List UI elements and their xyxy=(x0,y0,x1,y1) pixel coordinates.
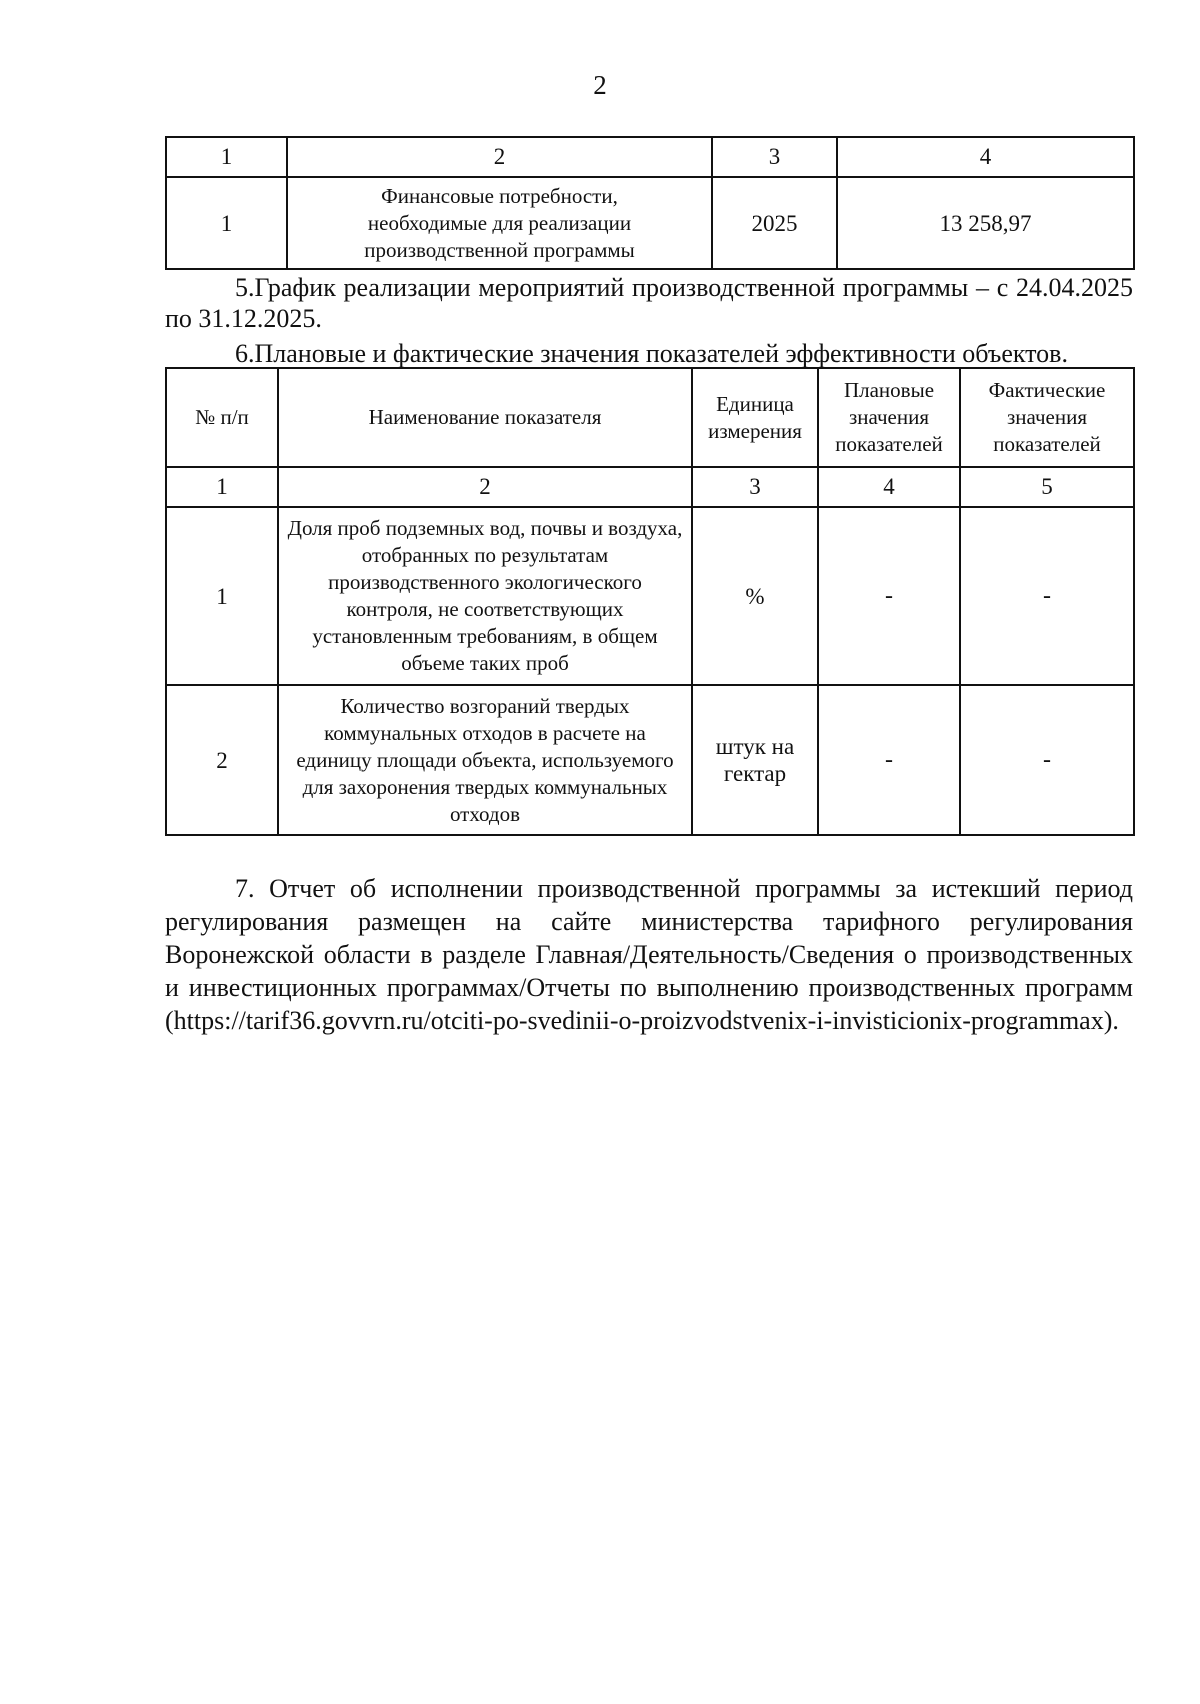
indicators-header-row xyxy=(166,368,1134,467)
finance-header-cell: 4 xyxy=(837,137,1134,177)
column-number-cell: 4 xyxy=(818,467,960,507)
report-paragraph xyxy=(165,872,1133,1037)
page-number: 2 xyxy=(593,70,607,100)
column-header-number: № п/п xyxy=(166,368,278,467)
finance-row-value: 13 258,97 xyxy=(837,177,1134,269)
indicator-row-unit: штук на гектар xyxy=(692,685,818,835)
indicators-column-numbers-row xyxy=(166,467,1134,507)
column-number-cell: 5 xyxy=(960,467,1134,507)
finance-row-year: 2025 xyxy=(712,177,837,269)
finance-header-cell: 2 xyxy=(287,137,712,177)
indicators-table xyxy=(165,367,1135,836)
indicator-row-planned: - xyxy=(818,507,960,685)
indicator-row-planned: - xyxy=(818,685,960,835)
schedule-paragraph xyxy=(165,272,1133,334)
schedule-text: 5.График реализации мероприятий производственной программы – с 24.04.2025 по 31.12.2025. xyxy=(165,273,1133,333)
indicators-heading xyxy=(165,338,1133,369)
column-number-cell: 1 xyxy=(166,467,278,507)
indicator-row-number: 2 xyxy=(166,685,278,835)
finance-header-cell: 3 xyxy=(712,137,837,177)
indicator-row-number: 1 xyxy=(166,507,278,685)
column-number-cell: 2 xyxy=(278,467,692,507)
finance-table xyxy=(165,136,1135,270)
table-row xyxy=(166,177,1134,269)
column-header-planned: Плановые значения показателей xyxy=(818,368,960,467)
column-header-name: Наименование показателя xyxy=(278,368,692,467)
finance-row-number: 1 xyxy=(166,177,287,269)
report-text: 7. Отчет об исполнении производственной программы за истекший период регулирования размещен на сайте министерства тарифного регулирования Воронежской области в разделе Главная/Деятельность/Сведения о производственных и инвестиционных программах/Отчеты по выполнению производственных программ (https://tarif36.govvrn.ru/otciti-po-svedinii-o-proizvodstvenix-i-invisticionix-programmax). xyxy=(165,874,1133,1035)
table-row xyxy=(166,507,1134,685)
indicator-row-actual: - xyxy=(960,685,1134,835)
column-header-unit: Единица измерения xyxy=(692,368,818,467)
column-header-actual: Фактические значения показателей xyxy=(960,368,1134,467)
finance-header-cell: 1 xyxy=(166,137,287,177)
indicator-row-name: Доля проб подземных вод, почвы и воздуха, отобранных по результатам производственного экологического контроля, не соответствующих установленным требованиям, в общем объеме таких проб xyxy=(278,507,692,685)
indicators-heading-text: 6.Плановые и фактические значения показателей эффективности объектов. xyxy=(235,339,1068,368)
finance-table-header-row xyxy=(166,137,1134,177)
indicator-row-unit: % xyxy=(692,507,818,685)
column-number-cell: 3 xyxy=(692,467,818,507)
finance-row-name: Финансовые потребности, необходимые для реализации производственной программы xyxy=(287,177,712,269)
indicator-row-actual: - xyxy=(960,507,1134,685)
table-row xyxy=(166,685,1134,835)
indicator-row-name: Количество возгораний твердых коммунальных отходов в расчете на единицу площади объекта, используемого для захоронения твердых коммунальных отходов xyxy=(278,685,692,835)
